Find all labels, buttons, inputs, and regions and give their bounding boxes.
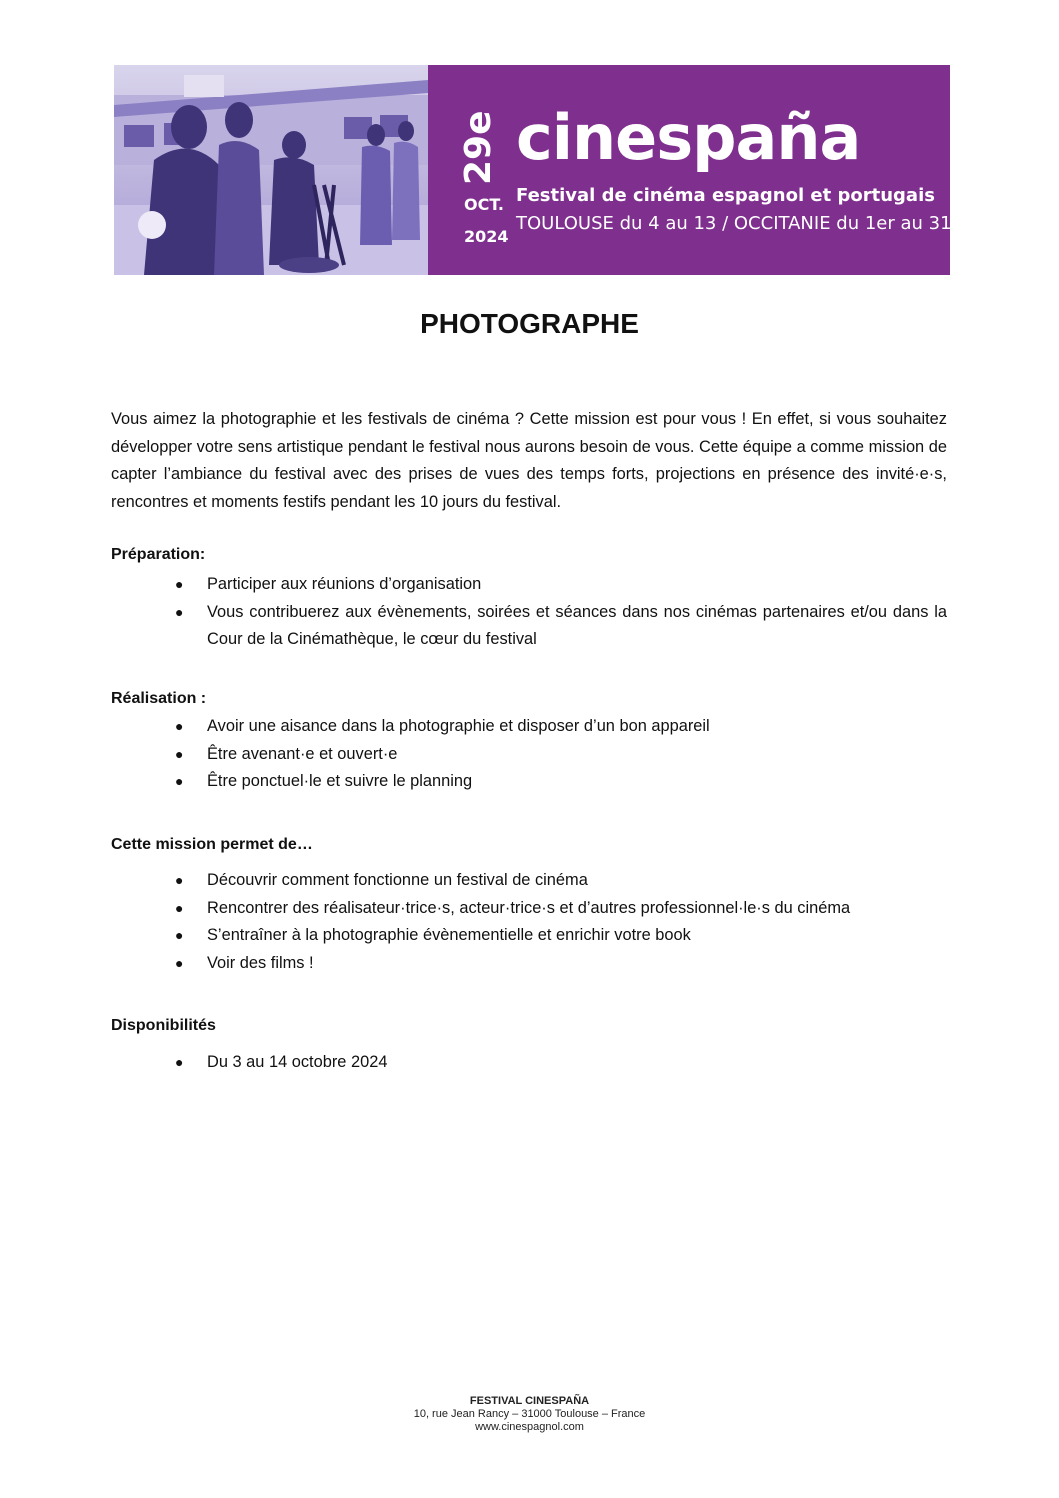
list-item: ● Rencontrer des réalisateur·trice·s, acteur·trice·s et d’autres professionnel·le·s du cinéma (111, 895, 947, 923)
festival-places: TOULOUSE du 4 au 13 / OCCITANIE du 1er au 31 (516, 213, 952, 234)
festival-title-panel (428, 65, 950, 275)
bullet-icon: ● (175, 603, 184, 620)
list-mission (111, 867, 947, 977)
section-heading-availability: Disponibilités (111, 1017, 216, 1034)
section-heading-mission: Cette mission permet de… (111, 836, 313, 853)
list-item: ● Découvrir comment fonctionne un festival de cinéma (111, 867, 947, 895)
bullet-icon: ● (175, 954, 184, 971)
festival-photo (114, 65, 428, 275)
festival-tagline: Festival de cinéma espagnol et portugais (516, 185, 935, 206)
festival-date (464, 189, 509, 253)
bullet-icon: ● (175, 576, 184, 592)
list-item: ● Vous contribuerez aux évènements, soirées et séances dans nos cinémas partenaires et/ou dans la Cour de la Cinémathèque, le cœur du festival (111, 599, 947, 654)
bullet-icon: ● (175, 718, 184, 734)
bullet-icon: ● (175, 1054, 184, 1070)
festival-logo-text: cinespaña (516, 101, 861, 174)
header-banner (114, 65, 950, 275)
list-item: ● Du 3 au 14 octobre 2024 (111, 1049, 947, 1077)
list-item: ● Être avenant·e et ouvert·e (111, 741, 947, 769)
crowd-photo-illustration (114, 65, 428, 275)
list-item: ● Participer aux réunions d’organisation (111, 571, 947, 599)
list-item: ● Voir des films ! (111, 950, 947, 978)
festival-year: 2024 (464, 227, 509, 246)
section-heading-realisation: Réalisation : (111, 690, 207, 707)
list-item: ● Être ponctuel·le et suivre le planning (111, 768, 947, 796)
page-title: PHOTOGRAPHE (420, 308, 639, 339)
section-heading-preparation: Préparation: (111, 546, 206, 563)
footer-org: FESTIVAL CINESPAÑA (469, 1395, 590, 1407)
footer-website: www.cinespagnol.com (475, 1421, 584, 1433)
bullet-icon: ● (175, 899, 184, 916)
list-item: ● S’entraîner à la photographie évènementielle et enrichir votre book (111, 922, 947, 950)
page-footer (0, 1395, 1059, 1434)
list-availability (111, 1049, 947, 1077)
list-realisation (111, 713, 947, 796)
festival-month: OCT. (464, 195, 504, 214)
bullet-icon: ● (175, 773, 184, 789)
list-preparation (111, 571, 947, 654)
bullet-icon: ● (175, 745, 184, 762)
intro-paragraph: Vous aimez la photographie et les festivals de cinéma ? Cette mission est pour vous ! En effet, si vous souhaitez développer votre sens artistique pendant le festival nous aurons besoin de vous. Cette équipe a comme mission de capter l’ambiance du festival avec des prises de vues des temps forts, projections en présence des invité·e·s, rencontres et moments festifs pendant les 10 jours du festival. (111, 410, 947, 511)
bullet-icon: ● (175, 872, 184, 888)
list-item: ● Avoir une aisance dans la photographie et disposer d’un bon appareil (111, 713, 947, 741)
footer-address: 10, rue Jean Rancy – 31000 Toulouse – France (413, 1408, 646, 1420)
bullet-icon: ● (175, 927, 184, 943)
edition-number: 29e (458, 110, 499, 185)
